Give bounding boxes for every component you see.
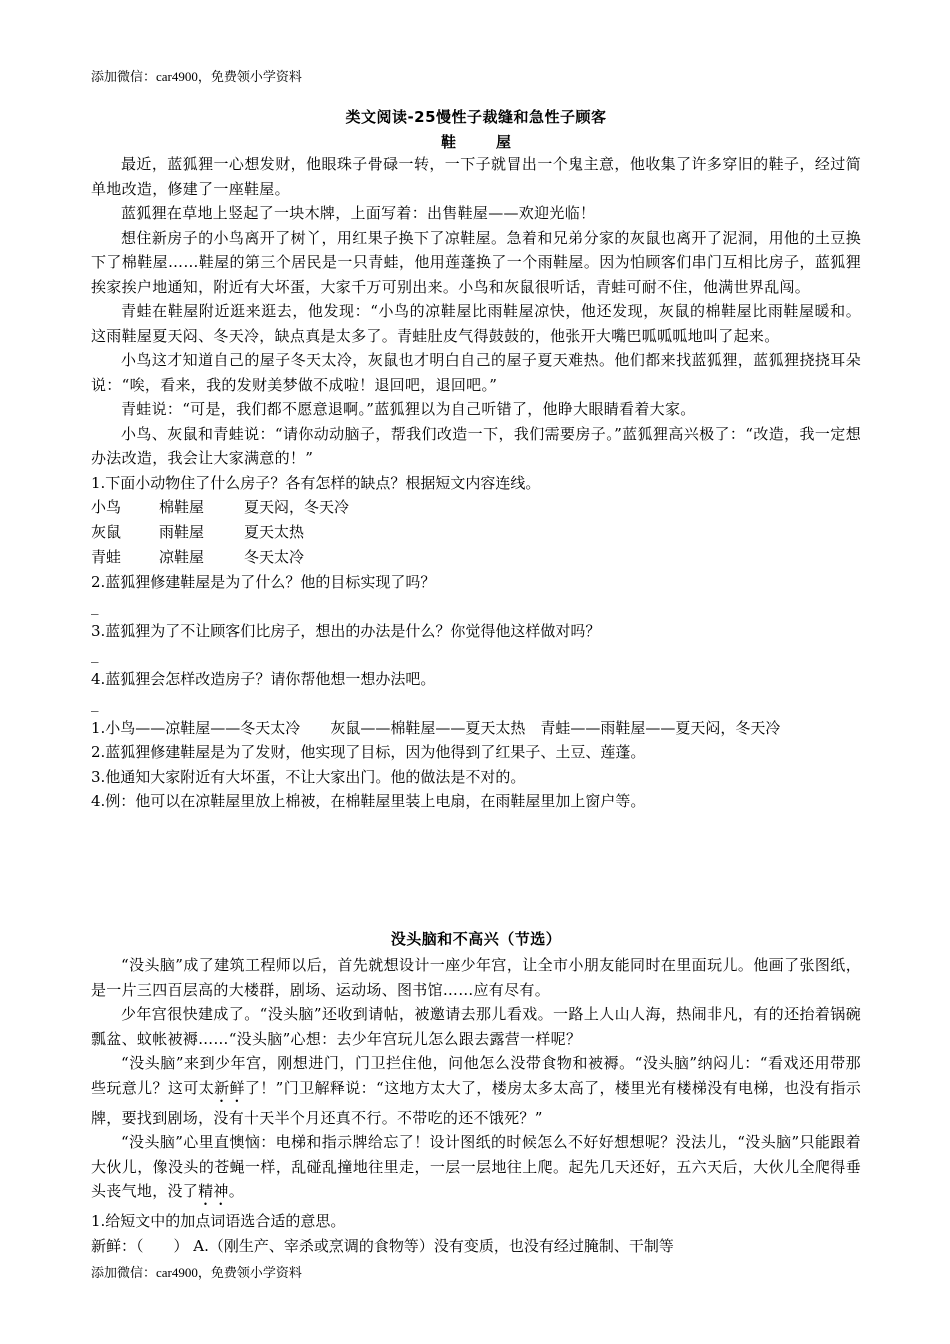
match-house: 雨鞋屋	[159, 523, 205, 541]
passage1-paragraph: 小鸟这才知道自己的屋子冬天太冷，灰鼠也才明白自己的屋子夏天难热。他们都来找蓝狐狸，蓝狐狸挠挠耳朵说：“唉，看来，我的发财美梦做不成啦！退回吧，退回吧。”	[91, 351, 861, 394]
match-row	[91, 495, 861, 520]
passage1-paragraph: 想住新房子的小鸟离开了树丫，用红果子换下了凉鞋屋。急着和兄弟分家的灰鼠也离开了泥洞，用他的土豆换下了棉鞋屋……鞋屋的第三个居民是一只青蛙，他用莲蓬换了一个雨鞋屋。因为怕顾客们串门互相比房子，蓝狐狸挨家挨户地通知，附近有大坏蛋，大家千万可别出来。小鸟和灰鼠很听话，青蛙可耐不住，他满世界乱闯。	[91, 228, 861, 296]
passage2	[91, 928, 861, 1258]
passage2-paragraph: 少年宫很快建成了。“没头脑”还收到请帖，被邀请去那儿看戏。一路上人山人海，热闹非凡，有的还抬着锅碗瓢盆、蚊帐被褥……“没头脑”心想：去少年宫玩儿怎么跟去露营一样呢？	[91, 1005, 861, 1048]
passage1-paragraph: 小鸟、灰鼠和青蛙说：“请你动动脑子，帮我们改造一下，我们需要房子。”蓝狐狸高兴极了：“改造，我一定想办法改造，我会让大家满意的！”	[91, 424, 861, 467]
p4-text-a: “没头脑”心里直懊恼：电梯和指示牌给忘了！设计图纸的时候怎么不好好想想呢？没法儿，“没头脑”只能跟着大伙儿，像没头的苍蝇一样，乱碰乱撞地往里走，一层一层地往上爬。起先几天还好，五六天后，大伙儿全爬得垂头丧气地，没了	[91, 1133, 861, 1200]
answer-line: 2.蓝狐狸修建鞋屋是为了发财，他实现了目标，因为他得到了红果子、土豆、莲蓬。	[91, 743, 646, 761]
passage2-paragraph	[91, 1130, 861, 1209]
passage1-paragraph: 最近，蓝狐狸一心想发财，他眼珠子骨碌一转，一下子就冒出一个鬼主意，他收集了许多穿旧的鞋子，经过简单地改造，修建了一座鞋屋。	[91, 155, 861, 198]
match-animal: 灰鼠	[91, 523, 122, 541]
passage2-paragraph: “没头脑”成了建筑工程师以后，首先就想设计一座少年宫，让全市小朋友能同时在里面玩儿。他画了张图纸，是一片三四百层高的大楼群，剧场、运动场、图书馆……应有尽有。	[91, 956, 861, 999]
match-table	[91, 495, 861, 570]
question-1: 1.下面小动物住了什么房子？各有怎样的缺点？根据短文内容连线。	[91, 473, 541, 492]
footer-note: 添加微信：car4900，免费领小学资料	[91, 1265, 302, 1280]
subtitle-char-b: 屋	[496, 133, 512, 151]
answer-line: 1.小鸟——凉鞋屋——冬天太冷 灰鼠——棉鞋屋——夏天太热 青蛙——雨鞋屋——夏天闷，冬天冷	[91, 718, 781, 737]
passage1-paragraph: 青蛙说：“可是，我们都不愿意退啊。”蓝狐狸以为自己听错了，他睁大眼睛看着大家。	[121, 400, 696, 418]
match-house: 凉鞋屋	[159, 548, 205, 566]
match-row	[91, 520, 861, 545]
passage1-paragraph: 蓝狐狸在草地上竖起了一块木牌，上面写着：出售鞋屋——欢迎光临！	[121, 204, 596, 222]
passage2-option: 新鲜：（ ） A.（刚生产、宰杀或烹调的食物等）没有变质，也没有经过腌制、干制等	[91, 1236, 674, 1255]
match-flaw: 冬天太冷	[244, 548, 305, 566]
match-house: 棉鞋屋	[159, 498, 205, 516]
match-flaw: 夏天闷，冬天冷	[244, 498, 350, 516]
passage2-question-1: 1.给短文中的加点词语选合适的意思。	[91, 1212, 346, 1230]
match-animal: 青蛙	[91, 548, 122, 566]
dotted-word-2: 精神	[198, 1182, 229, 1200]
passage1-subtitle	[91, 131, 861, 152]
p4-text-b: 。	[228, 1182, 245, 1200]
answer-blank: _	[91, 693, 99, 712]
match-animal: 小鸟	[91, 498, 122, 516]
question-4: 4.蓝狐狸会怎样改造房子？请你帮他想一想办法吧。	[91, 670, 436, 688]
answer-blank: _	[91, 596, 99, 615]
passage1-title: 类文阅读-25慢性子裁缝和急性子顾客	[345, 108, 607, 126]
question-2: 2.蓝狐狸修建鞋屋是为了什么？他的目标实现了吗？	[91, 573, 436, 591]
match-row	[91, 545, 861, 570]
passage2-title: 没头脑和不高兴（节选）	[390, 930, 562, 948]
p3-text-b: 了！”门卫解释说：“这地方太大了，楼房太多太高了，楼里光有楼梯没有电梯，也没有指示牌，要找到剧场，没有十天半个月还真不行。不带吃的还不饿死？”	[91, 1078, 862, 1127]
header-note: 添加微信：car4900，免费领小学资料	[91, 69, 302, 84]
answer-blank: _	[91, 645, 99, 663]
answer-line: 4.例：他可以在凉鞋屋里放上棉被，在棉鞋屋里装上电扇，在雨鞋屋里加上窗户等。	[91, 792, 646, 810]
answer-line: 3.他通知大家附近有大坏蛋，不让大家出门。他的做法是不对的。	[91, 767, 526, 786]
dotted-word-1: 新鲜	[214, 1078, 245, 1097]
passage1	[91, 106, 861, 814]
subtitle-char-a: 鞋	[440, 133, 456, 151]
passage2-paragraph	[91, 1051, 861, 1130]
question-3: 3.蓝狐狸为了不让顾客们比房子，想出的办法是什么？你觉得他这样做对吗？	[91, 621, 601, 640]
passage1-paragraph: 青蛙在鞋屋附近逛来逛去，他发现：“小鸟的凉鞋屋比雨鞋屋凉快，他还发现，灰鼠的棉鞋屋比雨鞋屋暖和。这雨鞋屋夏天闷、冬天冷，缺点真是太多了。青蛙肚皮气得鼓鼓的，他张开大嘴巴呱呱呱地叫了起来。	[91, 302, 861, 345]
p3-text-a: “没头脑”来到少年宫，刚想进门，门卫拦住他，问他怎么没带食物和被褥。“没头脑”纳闷儿：“看戏还用带那些玩意儿？这可太	[91, 1054, 861, 1097]
match-flaw: 夏天太热	[244, 523, 305, 541]
